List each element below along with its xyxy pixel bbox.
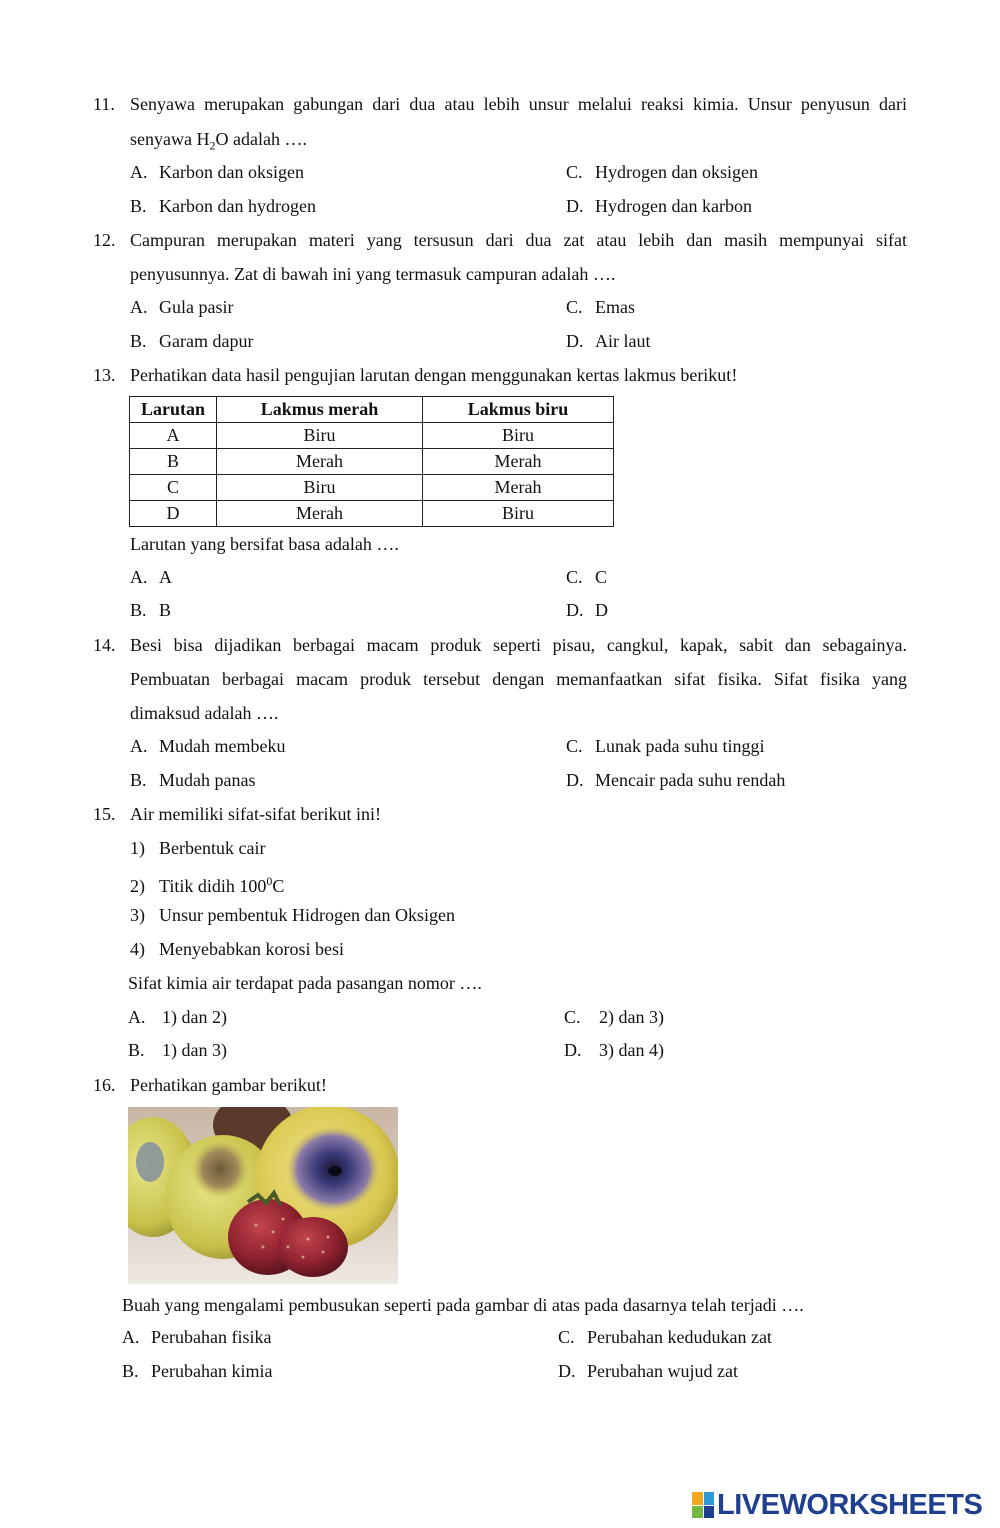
rotting-fruit-image	[128, 1107, 398, 1284]
table-cell: Merah	[423, 475, 614, 501]
q16-line1: Perhatikan gambar berikut!	[130, 1075, 327, 1095]
q16-option-d[interactable]: D. Perubahan wujud zat	[558, 1361, 738, 1381]
q16-option-a[interactable]: A. Perubahan fisika	[122, 1327, 272, 1347]
table-cell: A	[130, 423, 217, 449]
q16-option-c[interactable]: C. Perubahan kedudukan zat	[558, 1327, 772, 1347]
liveworksheets-icon	[692, 1492, 714, 1518]
q11-line2: senyawa $H_2O$ adalah ….	[130, 129, 307, 153]
q15-item-2: 2) Titik didih $100^0C$	[130, 874, 285, 896]
q13-number: 13.	[93, 365, 116, 385]
q13-line1: Perhatikan data hasil pengujian larutan dengan menggunakan kertas lakmus berikut!	[130, 365, 738, 385]
q15-option-c[interactable]: C. 2) dan 3)	[564, 1007, 664, 1027]
table-header: Larutan	[130, 397, 217, 423]
q11-option-c[interactable]: C. Hydrogen dan oksigen	[566, 162, 758, 182]
q11-option-a[interactable]: A. Karbon dan oksigen	[130, 162, 304, 182]
q11-number: 11.	[93, 94, 115, 114]
litmus-table	[129, 396, 614, 527]
table-cell: Biru	[217, 423, 423, 449]
q14-option-c[interactable]: C. Lunak pada suhu tinggi	[566, 736, 765, 756]
q15-option-a[interactable]: A. 1) dan 2)	[128, 1007, 227, 1027]
table-cell: Merah	[423, 449, 614, 475]
q13-option-d[interactable]: D. D	[566, 600, 608, 620]
q14-line3: dimaksud adalah ….	[130, 703, 279, 723]
q12-number: 12.	[93, 230, 116, 250]
table-cell: Biru	[217, 475, 423, 501]
q13-option-a[interactable]: A. A	[130, 567, 172, 587]
table-header: Lakmus biru	[423, 397, 614, 423]
table-cell: B	[130, 449, 217, 475]
q16-number: 16.	[93, 1075, 116, 1095]
table-row	[130, 449, 614, 475]
q12-option-d[interactable]: D. Air laut	[566, 331, 651, 351]
q14-option-a[interactable]: A. Mudah membeku	[130, 736, 286, 756]
q13-option-c[interactable]: C. C	[566, 567, 608, 587]
liveworksheets-logo	[692, 1487, 982, 1523]
q14-number: 14.	[93, 635, 116, 655]
table-cell: C	[130, 475, 217, 501]
q11-option-b[interactable]: B. Karbon dan hydrogen	[130, 196, 316, 216]
q15-item-4: 4) Menyebabkan korosi besi	[130, 939, 344, 959]
q12-option-a[interactable]: A. Gula pasir	[130, 297, 234, 317]
q15-item-1: 1) Berbentuk cair	[130, 838, 266, 858]
q12-line1: Campuran merupakan materi yang tersusun dari dua zat atau lebih dan masih mempunyai sifat	[130, 230, 907, 250]
q11-option-d[interactable]: D. Hydrogen dan karbon	[566, 196, 752, 216]
q16-after: Buah yang mengalami pembusukan seperti pada gambar di atas pada dasarnya telah terjadi ….	[122, 1295, 804, 1315]
q15-after: Sifat kimia air terdapat pada pasangan nomor ….	[128, 973, 482, 993]
table-cell: D	[130, 501, 217, 527]
table-header: Lakmus merah	[217, 397, 423, 423]
q15-option-b[interactable]: B. 1) dan 3)	[128, 1040, 227, 1060]
q16-option-b[interactable]: B. Perubahan kimia	[122, 1361, 273, 1381]
q13-option-b[interactable]: B. B	[130, 600, 172, 620]
table-cell: Merah	[217, 449, 423, 475]
logo-text: LIVEWORKSHEETS	[717, 1488, 983, 1521]
table-cell: Biru	[423, 423, 614, 449]
table-cell: Biru	[423, 501, 614, 527]
table-header-row	[130, 397, 614, 423]
table-cell: Merah	[217, 501, 423, 527]
q14-line2: Pembuatan berbagai macam produk tersebut dengan memanfaatkan sifat fisika. Sifat fisika yang	[130, 669, 907, 689]
table-row	[130, 423, 614, 449]
table-row	[130, 475, 614, 501]
q12-line2: penyusunnya. Zat di bawah ini yang termasuk campuran adalah ….	[130, 264, 616, 284]
q14-option-b[interactable]: B. Mudah panas	[130, 770, 256, 790]
q15-line1: Air memiliki sifat-sifat berikut ini!	[130, 804, 381, 824]
q15-number: 15.	[93, 804, 116, 824]
q12-option-b[interactable]: B. Garam dapur	[130, 331, 254, 351]
q14-line1: Besi bisa dijadikan berbagai macam produk seperti pisau, cangkul, kapak, sabit dan sebagainya.	[130, 635, 907, 655]
q15-option-d[interactable]: D. 3) dan 4)	[564, 1040, 664, 1060]
q15-item-3: 3) Unsur pembentuk Hidrogen dan Oksigen	[130, 905, 455, 925]
q13-after: Larutan yang bersifat basa adalah ….	[130, 534, 399, 554]
q14-option-d[interactable]: D. Mencair pada suhu rendah	[566, 770, 786, 790]
table-row	[130, 501, 614, 527]
q12-option-c[interactable]: C. Emas	[566, 297, 635, 317]
q11-line1: Senyawa merupakan gabungan dari dua atau lebih unsur melalui reaksi kimia. Unsur penyusun dari	[130, 94, 907, 114]
